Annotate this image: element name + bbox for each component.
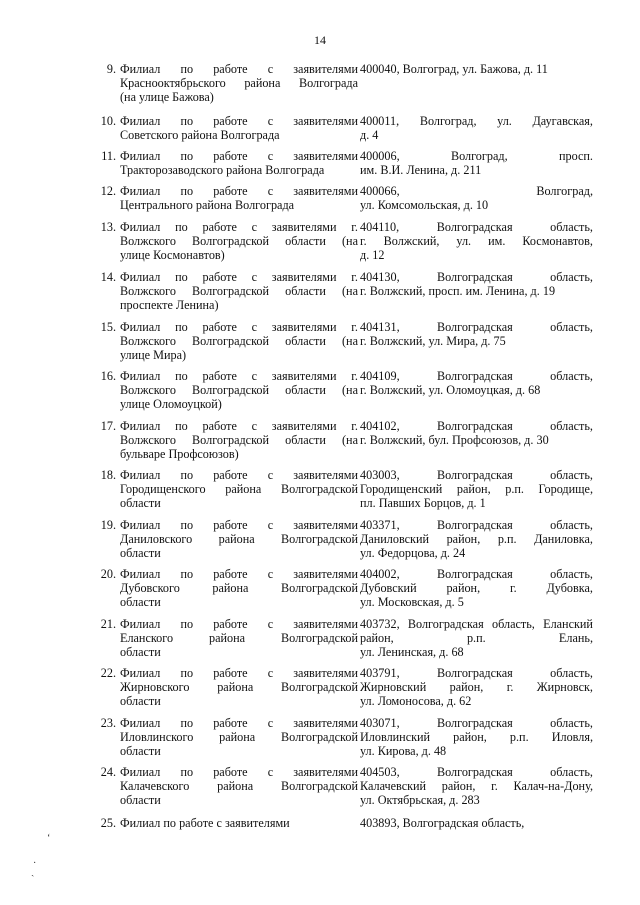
branch-address-line: 403071, Волгоградская область, (360, 716, 593, 730)
branch-name (120, 114, 358, 142)
branch-name-line: Тракторозаводского района Волгограда (120, 163, 325, 177)
row-number: 19. (100, 518, 116, 532)
branch-name-line: Советского района Волгограда (120, 128, 280, 142)
branch-name (120, 716, 358, 758)
row-number: 22. (100, 666, 116, 680)
branch-name-line: Филиал по работе с заявителями (120, 149, 358, 163)
branch-name-line: проспекте Ленина) (120, 298, 219, 312)
row-number: 15. (100, 320, 116, 334)
branch-name (120, 149, 358, 177)
table-row (88, 62, 593, 104)
branch-address-line: Дубовский район, г. Дубовка, (360, 581, 593, 595)
branch-address-line: 403732, Волгоградская область, Еланский (360, 617, 593, 631)
branch-address-line: пл. Павших Борцов, д. 1 (360, 496, 486, 510)
branch-address-line: район, р.п. Елань, (360, 631, 593, 645)
branch-name-line: Филиал по работе с заявителями (120, 666, 358, 680)
branch-name (120, 419, 358, 461)
branch-name-line: улице Оломоуцкой) (120, 397, 222, 411)
branch-name-line: Филиал по работе с заявителями (120, 518, 358, 532)
branch-address-line: 403003, Волгоградская область, (360, 468, 593, 482)
branch-name-line: Филиал по работе с заявителями (120, 716, 358, 730)
branch-name-line: улице Мира) (120, 348, 187, 362)
branch-name-line: Волжского Волгоградской области (на (120, 433, 358, 447)
branch-address-line: Даниловский район, р.п. Даниловка, (360, 532, 593, 546)
branch-address (360, 567, 593, 609)
branch-address-line: 400006, Волгоград, просп. (360, 149, 593, 163)
branch-address (360, 184, 593, 212)
table-row (88, 369, 593, 411)
branch-name-line: Филиал по работе с заявителями (120, 62, 358, 76)
branch-name-line: Филиал по работе с заявителями (120, 184, 358, 198)
branch-address-line: 404002, Волгоградская область, (360, 567, 593, 581)
branch-name (120, 270, 358, 312)
branch-name (120, 518, 358, 560)
branch-name-line: области (120, 694, 161, 708)
branch-address (360, 62, 593, 76)
branch-name-line: Филиал по работе с заявителями (120, 114, 358, 128)
row-number: 18. (100, 468, 116, 482)
table-row (88, 320, 593, 362)
branch-name-line: бульваре Профсоюзов) (120, 447, 239, 461)
row-number: 14. (100, 270, 116, 284)
row-number: 13. (100, 220, 116, 234)
branch-address (360, 114, 593, 142)
branch-name (120, 617, 358, 659)
row-number: 20. (100, 567, 116, 581)
branch-address-line: 404131, Волгоградская область, (360, 320, 593, 334)
branch-address-line: им. В.И. Ленина, д. 211 (360, 163, 482, 177)
branch-name-line: Калачевского района Волгоградской (120, 779, 358, 793)
branch-name-line: Дубовского района Волгоградской (120, 581, 358, 595)
table-row (88, 184, 593, 212)
branch-name-line: Филиал по работе с заявителями (120, 468, 358, 482)
branch-address (360, 617, 593, 659)
branch-name (120, 220, 358, 262)
branch-name-line: Жирновского района Волгоградской (120, 680, 358, 694)
branch-name (120, 320, 358, 362)
branch-address-line: 404503, Волгоградская область, (360, 765, 593, 779)
row-number: 11. (101, 149, 116, 163)
table-row (88, 617, 593, 659)
branch-name-line: Филиал по работе с заявителями г. (120, 220, 358, 234)
branch-address-line: 404130, Волгоградская область, (360, 270, 593, 284)
branch-address (360, 149, 593, 177)
branch-address-line: 403893, Волгоградская область, (360, 816, 525, 830)
branch-address-line: д. 4 (360, 128, 379, 142)
branch-address-line: 400040, Волгоград, ул. Бажова, д. 11 (360, 62, 548, 76)
table-row (88, 765, 593, 807)
branch-name (120, 567, 358, 609)
branch-address-line: г. Волжский, ул. им. Космонавтов, (360, 234, 593, 248)
branch-address-line: Калачевский район, г. Калач-на-Дону, (360, 779, 593, 793)
branch-address (360, 716, 593, 758)
row-number: 17. (100, 419, 116, 433)
branch-address-line: ул. Московская, д. 5 (360, 595, 464, 609)
branch-address (360, 220, 593, 262)
table-row (88, 716, 593, 758)
branch-address-line: ул. Октябрьская, д. 283 (360, 793, 480, 807)
page-number: 14 (314, 33, 326, 47)
branch-address-line: д. 12 (360, 248, 385, 262)
branch-name-line: (на улице Бажова) (120, 90, 214, 104)
branch-name (120, 184, 358, 212)
branch-address-line: ул. Федорцова, д. 24 (360, 546, 466, 560)
branch-address-line: Иловлинский район, р.п. Иловля, (360, 730, 593, 744)
branch-name (120, 468, 358, 510)
branch-name-line: области (120, 793, 161, 807)
branch-name-line: области (120, 546, 161, 560)
branch-name-line: Филиал по работе с заявителями (120, 617, 358, 631)
branch-name-line: области (120, 496, 161, 510)
table-row (88, 149, 593, 177)
table-row (88, 270, 593, 312)
branch-address-line: 404109, Волгоградская область, (360, 369, 593, 383)
branch-name-line: Иловлинского района Волгоградской (120, 730, 358, 744)
branch-address (360, 666, 593, 708)
branch-name-line: Краснооктябрьского района Волгограда (120, 76, 358, 90)
branch-address-line: 404102, Волгоградская область, (360, 419, 593, 433)
branch-name-line: Центрального района Волгограда (120, 198, 295, 212)
branch-name (120, 666, 358, 708)
branch-address-line: ул. Кирова, д. 48 (360, 744, 447, 758)
branch-name-line: Еланского района Волгоградской (120, 631, 358, 645)
branch-address-line: Городищенский район, р.п. Городище, (360, 482, 593, 496)
branch-address (360, 518, 593, 560)
branch-address-line: г. Волжский, ул. Оломоуцкая, д. 68 (360, 383, 541, 397)
branch-address (360, 320, 593, 348)
table-row (88, 468, 593, 510)
scan-speck: · (33, 858, 37, 869)
branch-address (360, 765, 593, 807)
branch-address-line: Жирновский район, г. Жирновск, (360, 680, 593, 694)
row-number: 23. (100, 716, 116, 730)
branch-address (360, 270, 593, 298)
branch-address-line: ул. Ленинская, д. 68 (360, 645, 464, 659)
branch-address-line: г. Волжский, ул. Мира, д. 75 (360, 334, 506, 348)
table-row (88, 666, 593, 708)
branch-name-line: Филиал по работе с заявителями (120, 765, 358, 779)
branch-address-line: 403791, Волгоградская область, (360, 666, 593, 680)
branch-name-line: Волжского Волгоградской области (на (120, 383, 358, 397)
branch-address-line: ул. Ломоносова, д. 62 (360, 694, 472, 708)
branch-name (120, 62, 358, 104)
table-row (88, 518, 593, 560)
row-number: 12. (100, 184, 116, 198)
branch-address-line: 404110, Волгоградская область, (360, 220, 593, 234)
branch-name (120, 816, 358, 830)
branch-name-line: Городищенского района Волгоградской (120, 482, 358, 496)
branch-name-line: Филиал по работе с заявителями (120, 816, 290, 830)
branch-name (120, 369, 358, 411)
table-row (88, 419, 593, 461)
branch-name-line: Волжского Волгоградской области (на (120, 334, 358, 348)
branch-address-line: 400066, Волгоград, (360, 184, 593, 198)
row-number: 10. (100, 114, 116, 128)
branch-address (360, 468, 593, 510)
scan-speck: ‘ (47, 833, 51, 844)
branch-address (360, 419, 593, 447)
table-row (88, 567, 593, 609)
branch-name-line: Филиал по работе с заявителями г. (120, 270, 358, 284)
branch-address-line: г. Волжский, просп. им. Ленина, д. 19 (360, 284, 556, 298)
branch-name-line: улице Космонавтов) (120, 248, 225, 262)
branch-name-line: Филиал по работе с заявителями (120, 567, 358, 581)
branch-name-line: Филиал по работе с заявителями г. (120, 320, 358, 334)
branch-name-line: Волжского Волгоградской области (на (120, 234, 358, 248)
branch-name-line: области (120, 744, 161, 758)
row-number: 16. (100, 369, 116, 383)
branch-name-line: Филиал по работе с заявителями г. (120, 419, 358, 433)
table-row (88, 220, 593, 262)
table-row (88, 114, 593, 142)
table-row (88, 816, 593, 830)
branch-name-line: Волжского Волгоградской области (на (120, 284, 358, 298)
row-number: 9. (106, 62, 116, 76)
branch-name-line: области (120, 645, 161, 659)
row-number: 24. (100, 765, 116, 779)
branch-name-line: Даниловского района Волгоградской (120, 532, 358, 546)
branch-address-line: ул. Комсомольская, д. 10 (360, 198, 489, 212)
row-number: 21. (100, 617, 116, 631)
row-number: 25. (100, 816, 116, 830)
branch-address-line: г. Волжский, бул. Профсоюзов, д. 30 (360, 433, 549, 447)
branch-address-line: 400011, Волгоград, ул. Даугавская, (360, 114, 593, 128)
branch-address-line: 403371, Волгоградская область, (360, 518, 593, 532)
branch-name (120, 765, 358, 807)
branch-name-line: области (120, 595, 161, 609)
branch-name-line: Филиал по работе с заявителями г. (120, 369, 358, 383)
branch-address (360, 816, 593, 830)
scan-speck: ˏ (31, 866, 35, 877)
branch-address (360, 369, 593, 397)
